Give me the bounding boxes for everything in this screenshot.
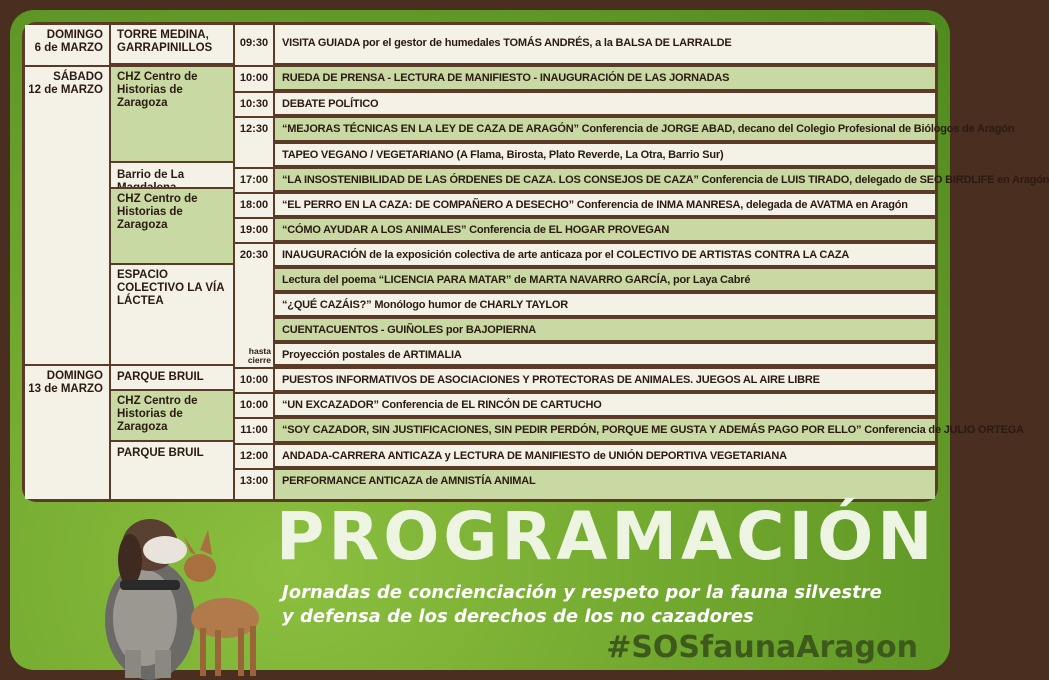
event-description: “UN EXCAZADOR” Conferencia de EL RINCÓN DE CARTUCHO	[282, 399, 602, 411]
place-label: CHZ Centro de Historias de Zaragoza	[117, 71, 198, 109]
event-time: 09:30	[239, 37, 269, 49]
event-row	[275, 267, 935, 290]
event-time: 12:30	[235, 116, 273, 140]
event-time: 11:00	[235, 417, 273, 441]
poster-title: PROGRAMACIÓN	[276, 498, 937, 575]
subtitle-line-1: Jornadas de concienciación y respeto por la fauna silvestre	[282, 582, 882, 603]
schedule-table	[25, 25, 1049, 499]
event-description: VISITA GUIADA por el gestor de humedales TOMÁS ANDRÉS, a la BALSA DE LARRALDE	[282, 37, 732, 49]
event-description: “MEJORAS TÉCNICAS EN LA LEY DE CAZA DE ARAGÓN” Conferencia de JORGE ABAD, decano del Colegio Profesional de Biólogos de Aragón	[282, 123, 1015, 135]
day-2	[25, 65, 109, 365]
event-row	[275, 192, 935, 215]
event-description: “SOY CAZADOR, SIN JUSTIFICACIONES, SIN PEDIR PERDÓN, PORQUE ME GUSTA Y ADEMÁS PAGO POR ELLO” Conferencia de JULIO ORTEGA	[282, 424, 1024, 436]
hasta-cierre-label: hasta cierre	[247, 346, 271, 365]
event-time	[235, 292, 273, 315]
event-time	[235, 142, 273, 165]
event-time	[235, 317, 273, 340]
event-time	[235, 342, 273, 364]
place-label: TORRE MEDINA, GARRAPINILLOS	[117, 29, 213, 54]
day-3-date: 13 de MARZO	[28, 383, 103, 395]
event-description: “EL PERRO EN LA CAZA: DE COMPAÑERO A DESECHO” Conferencia de INMA MANRESA, delegada de AVATMA en Aragón	[282, 199, 908, 211]
event-description: Lectura del poema “LICENCIA PARA MATAR” de MARTA NAVARRO GARCÍA, por Laya Cabré	[282, 274, 751, 286]
place-torre-medina	[111, 25, 233, 63]
event-time: 10:00	[235, 65, 273, 89]
dog-and-fawn-illustration	[50, 500, 290, 680]
event-row	[275, 25, 935, 63]
event-time: 10:00	[235, 367, 273, 390]
place-label: Barrio de La	[117, 169, 185, 181]
event-description: Proyección postales de ARTIMALIA	[282, 349, 462, 361]
event-description: PERFORMANCE ANTICAZA de AMNISTÍA ANIMAL	[282, 475, 536, 487]
place-chz-2	[111, 187, 233, 263]
place-label: PARQUE BRUIL	[117, 371, 204, 383]
day-1-date: 6 de MARZO	[34, 42, 103, 54]
place-magdalena	[111, 161, 233, 187]
event-row	[275, 116, 1015, 140]
event-time: 17:00	[235, 167, 273, 190]
event-row	[275, 292, 935, 315]
event-description: PUESTOS INFORMATIVOS DE ASOCIACIONES Y PROTECTORAS DE ANIMALES. JUEGOS AL AIRE LIBRE	[282, 374, 820, 386]
place-label: ESPACIO COLECTIVO LA VÍA LÁCTEA	[117, 269, 225, 307]
event-description: “LA INSOSTENIBILIDAD DE LAS ÓRDENES DE CAZA. LOS CONSEJOS DE CAZA” Conferencia de LUIS TIRADO, delegado de SEO BIRDLIFE en Aragón	[282, 174, 1049, 186]
poster-frame	[10, 10, 1049, 670]
event-time: 13:00	[235, 468, 273, 499]
day-3	[25, 364, 109, 499]
event-time: 20:30	[235, 242, 273, 265]
event-time: 12:00	[235, 443, 273, 466]
event-time: 18:00	[235, 192, 273, 215]
event-description: “¿QUÉ CAZÁIS?” Monólogo humor de CHARLY TAYLOR	[282, 299, 568, 311]
place-parque-bruil-2	[111, 440, 233, 499]
day-1-name: DOMINGO	[46, 29, 103, 41]
event-time: 19:00	[235, 217, 273, 240]
event-description: TAPEO VEGANO / VEGETARIANO (A Flama, Birosta, Plato Reverde, La Otra, Barrio Sur)	[282, 149, 724, 161]
event-row	[275, 65, 935, 89]
place-label: CHZ Centro de Historias de Zaragoza	[117, 395, 198, 433]
event-row	[275, 91, 935, 114]
day-2-date: 12 de MARZO	[28, 84, 103, 96]
hashtag: #SOSfaunaAragon	[606, 630, 918, 665]
schedule-table-border	[22, 22, 1049, 502]
place-chz-3	[111, 389, 233, 440]
event-time: 10:30	[235, 91, 273, 114]
event-row	[275, 167, 1049, 190]
event-description: ANDADA-CARRERA ANTICAZA y LECTURA DE MANIFIESTO de UNIÓN DEPORTIVA VEGETARIANA	[282, 450, 787, 462]
day-1	[25, 29, 109, 63]
event-row	[275, 392, 935, 415]
event-description: “CÓMO AYUDAR A LOS ANIMALES” Conferencia de EL HOGAR PROVEGAN	[282, 224, 670, 236]
event-time: 10:00	[235, 392, 273, 415]
place-espacio-colectivo	[111, 263, 233, 364]
place-label: CHZ Centro de Historias de Zaragoza	[117, 193, 198, 231]
event-description: RUEDA DE PRENSA - LECTURA DE MANIFIESTO - INAUGURACIÓN DE LAS JORNADAS	[282, 72, 730, 84]
place-parque-bruil-1	[111, 364, 233, 389]
event-row	[275, 468, 935, 499]
day-2-name: SÁBADO	[53, 71, 103, 83]
event-row	[275, 443, 935, 466]
event-row	[275, 417, 1024, 441]
event-description: DEBATE POLÍTICO	[282, 98, 379, 110]
event-row	[275, 242, 935, 265]
event-time	[235, 267, 273, 290]
event-description: INAUGURACIÓN de la exposición colectiva de arte anticaza por el COLECTIVO DE ARTISTAS CONTRA LA CAZA	[282, 249, 850, 261]
event-description: CUENTACUENTOS - GUIÑOLES por BAJOPIERNA	[282, 324, 536, 336]
event-row	[275, 367, 935, 390]
event-row	[275, 342, 935, 364]
place-chz-1	[111, 65, 233, 161]
place-label: PARQUE BRUIL	[117, 447, 204, 459]
subtitle-line-2: y defensa de los derechos de los no cazadores	[282, 606, 754, 627]
event-row	[275, 217, 935, 240]
day-3-name: DOMINGO	[46, 370, 103, 382]
event-row	[275, 142, 935, 165]
event-row	[275, 317, 935, 340]
